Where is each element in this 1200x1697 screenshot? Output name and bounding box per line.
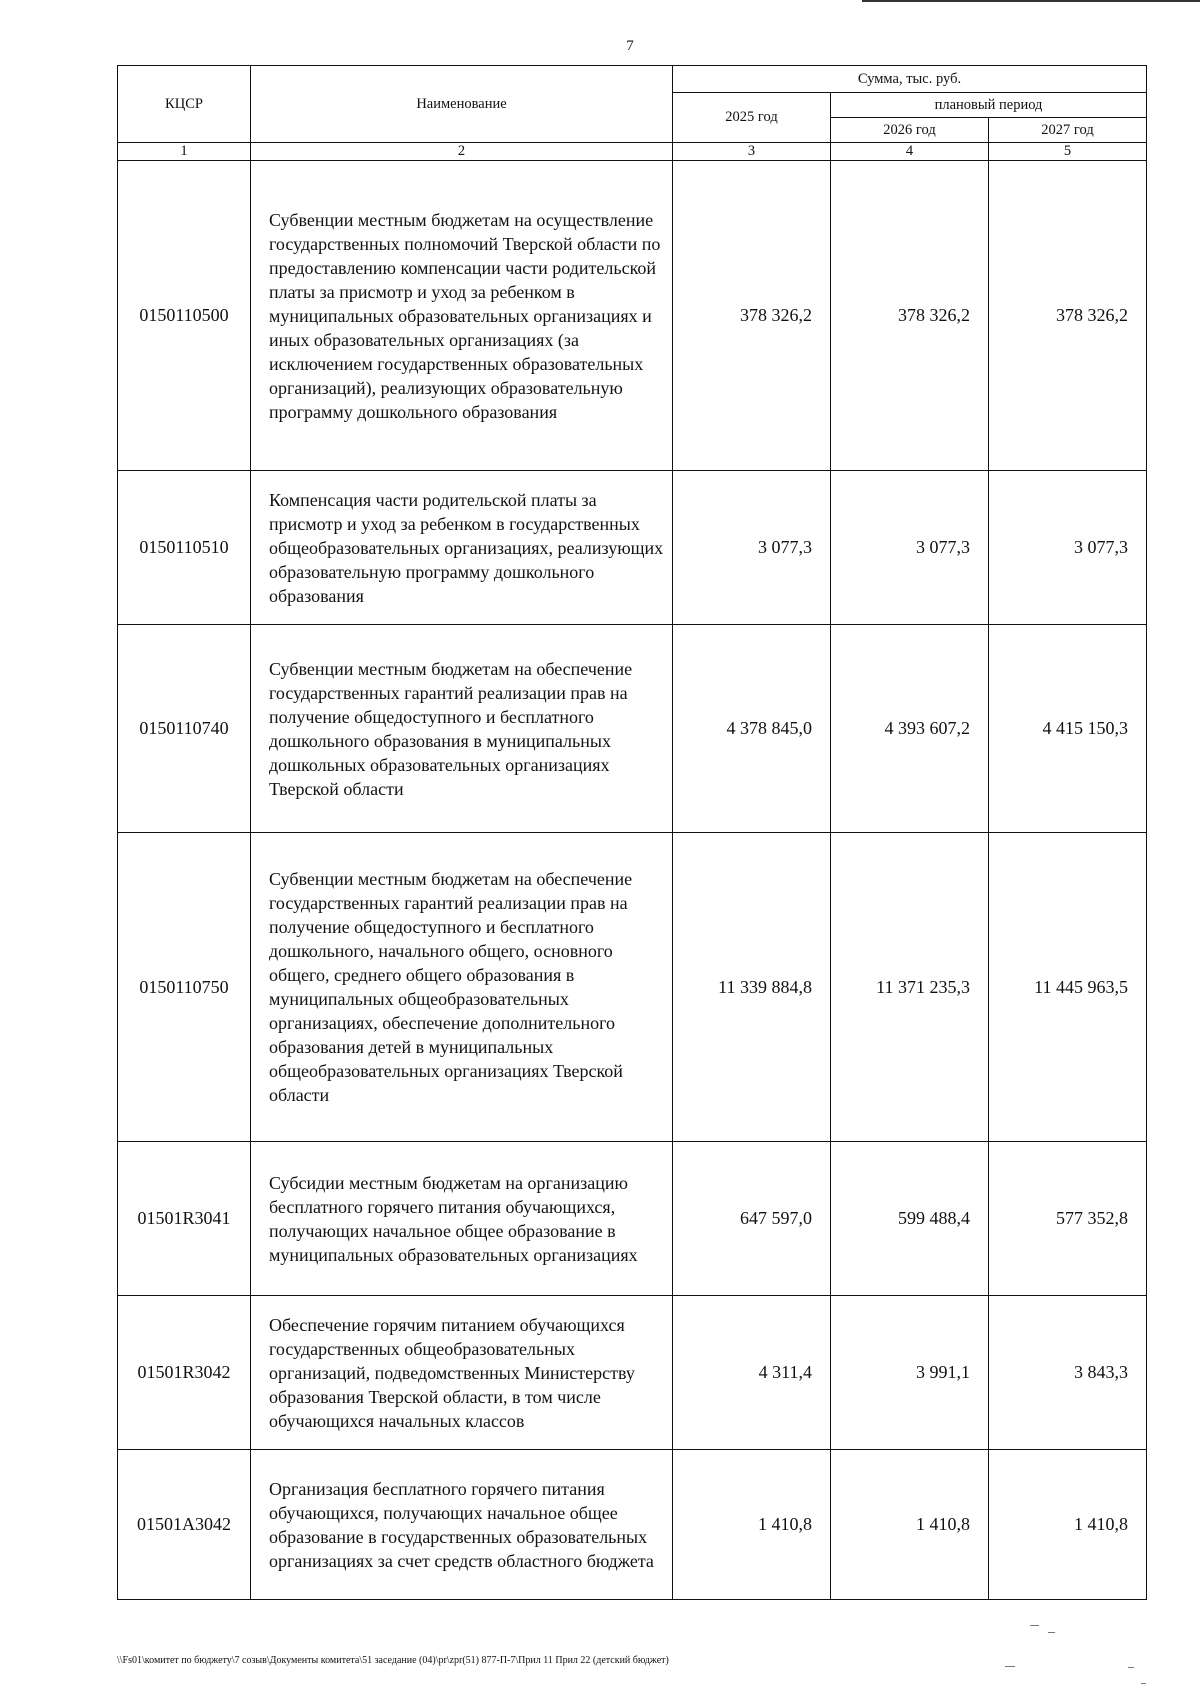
row-value-2027: 577 352,8 [989,1142,1147,1296]
scan-speck [1005,1666,1015,1667]
budget-table [117,65,1147,1600]
header-year-2025: 2025 год [673,93,831,143]
row-value-2025: 3 077,3 [673,471,831,625]
row-value-2025: 378 326,2 [673,161,831,471]
header-planned-period: плановый период [831,93,1147,118]
row-value-2025: 4 378 845,0 [673,625,831,833]
row-value-2027: 378 326,2 [989,161,1147,471]
row-value-2025: 647 597,0 [673,1142,831,1296]
row-code: 01501R3042 [118,1296,251,1450]
row-value-2026: 3 991,1 [831,1296,989,1450]
scan-speck [1048,1632,1055,1633]
header-sum: Сумма, тыс. руб. [673,66,1147,93]
col-number: 2 [251,143,673,161]
row-name: Субвенции местным бюджетам на обеспечение государственных гарантий реализации прав на получение общедоступного и бесплатного дошкольного образования в муниципальных дошкольных образовательных организациях Тверской области [251,625,673,833]
row-name: Субсидии местным бюджетам на организацию бесплатного горячего питания обучающихся, получающих начальное общее образование в муниципальных образовательных организациях [251,1142,673,1296]
header-name: Наименование [251,66,673,143]
col-number: 1 [118,143,251,161]
scan-speck [1128,1667,1134,1668]
row-name: Субвенции местным бюджетам на обеспечение государственных гарантий реализации прав на получение общедоступного и бесплатного дошкольного, начального общего, основного общего, среднего общего образования в муниципальных общеобразовательных организациях, обеспечение дополнительного образования детей в муниципальных общеобразовательных организациях Тверской области [251,833,673,1142]
scan-speck [1030,1625,1039,1626]
row-code: 01501А3042 [118,1450,251,1600]
row-value-2026: 11 371 235,3 [831,833,989,1142]
row-value-2025: 4 311,4 [673,1296,831,1450]
row-value-2025: 11 339 884,8 [673,833,831,1142]
table-row [118,1296,1147,1450]
row-name: Организация бесплатного горячего питания обучающихся, получающих начальное общее образование в государственных образовательных организациях за счет средств областного бюджета [251,1450,673,1600]
header-code: КЦСР [118,66,251,143]
table-row [118,471,1147,625]
row-code: 0150110500 [118,161,251,471]
row-code: 0150110510 [118,471,251,625]
row-code: 0150110750 [118,833,251,1142]
row-name: Компенсация части родительской платы за присмотр и уход за ребенком в государственных общеобразовательных организациях, реализующих образовательную программу дошкольного образования [251,471,673,625]
row-value-2027: 11 445 963,5 [989,833,1147,1142]
column-number-row [118,143,1147,161]
scan-speck [1141,1683,1146,1684]
row-value-2026: 378 326,2 [831,161,989,471]
row-name: Обеспечение горячим питанием обучающихся государственных общеобразовательных организаций, подведомственных Министерству образования Тверской области, в том числе обучающихся начальных классов [251,1296,673,1450]
row-value-2026: 4 393 607,2 [831,625,989,833]
row-value-2027: 3 843,3 [989,1296,1147,1450]
row-code: 0150110740 [118,625,251,833]
header-year-2026: 2026 год [831,118,989,143]
col-number: 5 [989,143,1147,161]
table-row [118,1142,1147,1296]
table-row [118,833,1147,1142]
col-number: 3 [673,143,831,161]
header-year-2027: 2027 год [989,118,1147,143]
row-value-2027: 3 077,3 [989,471,1147,625]
page-number: 7 [626,38,634,54]
col-number: 4 [831,143,989,161]
row-code: 01501R3041 [118,1142,251,1296]
table-row [118,161,1147,471]
row-value-2026: 3 077,3 [831,471,989,625]
row-value-2026: 1 410,8 [831,1450,989,1600]
row-value-2025: 1 410,8 [673,1450,831,1600]
scan-edge-line [862,0,1200,2]
row-value-2026: 599 488,4 [831,1142,989,1296]
table-row [118,625,1147,833]
row-value-2027: 4 415 150,3 [989,625,1147,833]
row-value-2027: 1 410,8 [989,1450,1147,1600]
footer-file-path: \\Fs01\комитет по бюджету\7 созыв\Документы комитета\51 заседание (04)\pr\zpr(51) 877-П-7\Прил 11 Прил 22 (детский бюджет) [117,1655,669,1666]
table-row [118,1450,1147,1600]
row-name: Субвенции местным бюджетам на осуществление государственных полномочий Тверской области по предоставлению компенсации части родительской платы за присмотр и уход за ребенком в муниципальных образовательных организациях и иных образовательных организациях (за исключением государственных образовательных организаций), реализующих образовательную программу дошкольного образования [251,161,673,471]
